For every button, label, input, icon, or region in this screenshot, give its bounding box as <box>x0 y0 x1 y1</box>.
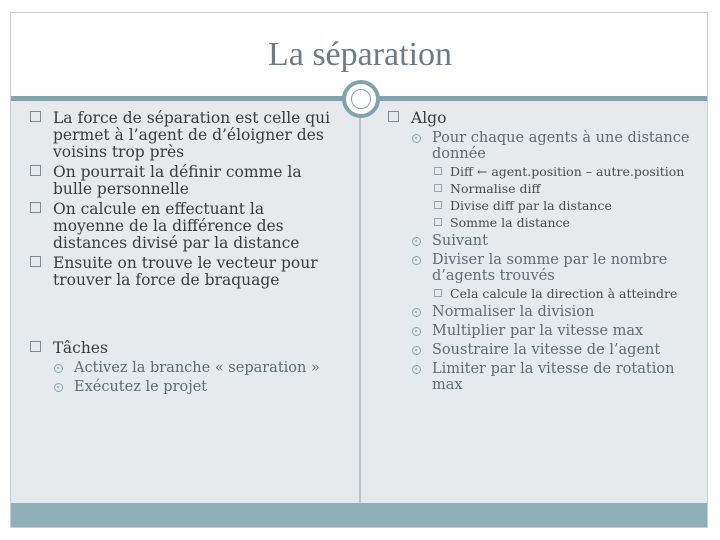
square-bullet-icon <box>434 289 442 297</box>
ring-bullet-icon <box>412 134 421 143</box>
ring-bullet-icon <box>412 308 421 317</box>
bullet-item <box>30 255 340 289</box>
algo-substep <box>388 165 698 179</box>
algo-substep <box>388 199 698 213</box>
bullet-item <box>30 164 340 198</box>
ring-ornament <box>342 80 380 118</box>
column-divider <box>359 101 361 503</box>
bullet-text: On calcule en effectuant la moyenne de la différence des distances divisé par la distance <box>53 200 300 252</box>
step-text: Multiplier par la vitesse max <box>432 323 644 339</box>
square-bullet-icon <box>434 201 442 209</box>
ring-bullet-icon <box>412 237 421 246</box>
substep-text: Normalise diff <box>450 181 541 196</box>
algo-substep <box>388 182 698 196</box>
algo-step <box>388 361 698 393</box>
square-bullet-icon <box>30 111 41 122</box>
square-bullet-icon <box>434 218 442 226</box>
step-text: Normaliser la division <box>432 304 595 320</box>
task-text: Exécutez le projet <box>74 379 208 395</box>
bullet-text: On pourrait la définir comme la bulle personnelle <box>53 163 302 198</box>
algo-step <box>388 130 698 162</box>
substep-text: Somme la distance <box>450 215 570 230</box>
step-text: Pour chaque agents à une distance donnée <box>432 130 690 162</box>
ring-bullet-icon <box>412 327 421 336</box>
algo-step <box>388 252 698 284</box>
square-bullet-icon <box>30 165 41 176</box>
substep-text: Divise diff par la distance <box>450 198 612 213</box>
square-bullet-icon <box>434 184 442 192</box>
algo-substep <box>388 287 698 301</box>
left-column <box>30 110 340 398</box>
square-bullet-icon <box>30 202 41 213</box>
algo-step <box>388 233 698 249</box>
task-item <box>30 360 340 376</box>
substep-text: Cela calcule la direction à atteindre <box>450 286 678 301</box>
ring-bullet-icon <box>54 383 63 392</box>
right-column <box>388 110 698 396</box>
footer-band <box>11 503 707 527</box>
bullet-text: La force de séparation est celle qui permet à l’agent de d’éloigner des voisins trop près <box>53 109 331 161</box>
square-bullet-icon <box>30 256 41 267</box>
square-bullet-icon <box>434 167 442 175</box>
task-item <box>30 379 340 395</box>
algo-step <box>388 342 698 358</box>
step-text: Limiter par la vitesse de rotation max <box>432 361 675 393</box>
step-text: Diviser la somme par le nombre d’agents trouvés <box>432 252 668 284</box>
spacer <box>30 292 340 340</box>
square-bullet-icon <box>30 341 41 352</box>
step-text: Soustraire la vitesse de l’agent <box>432 342 661 358</box>
algo-step <box>388 323 698 339</box>
slide-title: La séparation <box>267 36 453 73</box>
ring-bullet-icon <box>54 364 63 373</box>
ring-bullet-icon <box>412 256 421 265</box>
bullet-item <box>30 110 340 161</box>
algo-step <box>388 304 698 320</box>
ring-bullet-icon <box>412 346 421 355</box>
tasks-heading <box>30 340 340 357</box>
bullet-text: Ensuite on trouve le vecteur pour trouver la force de braquage <box>53 254 318 289</box>
bullet-item <box>30 201 340 252</box>
square-bullet-icon <box>388 111 399 122</box>
ring-bullet-icon <box>412 365 421 374</box>
algo-heading <box>388 110 698 127</box>
task-text: Activez la branche « separation » <box>74 360 320 376</box>
algo-substep <box>388 216 698 230</box>
algo-label: Algo <box>411 109 447 127</box>
substep-text: Diff ← agent.position – autre.position <box>450 164 685 179</box>
tasks-label: Tâches <box>53 339 108 357</box>
step-text: Suivant <box>432 233 488 249</box>
ring-inner <box>351 89 371 109</box>
